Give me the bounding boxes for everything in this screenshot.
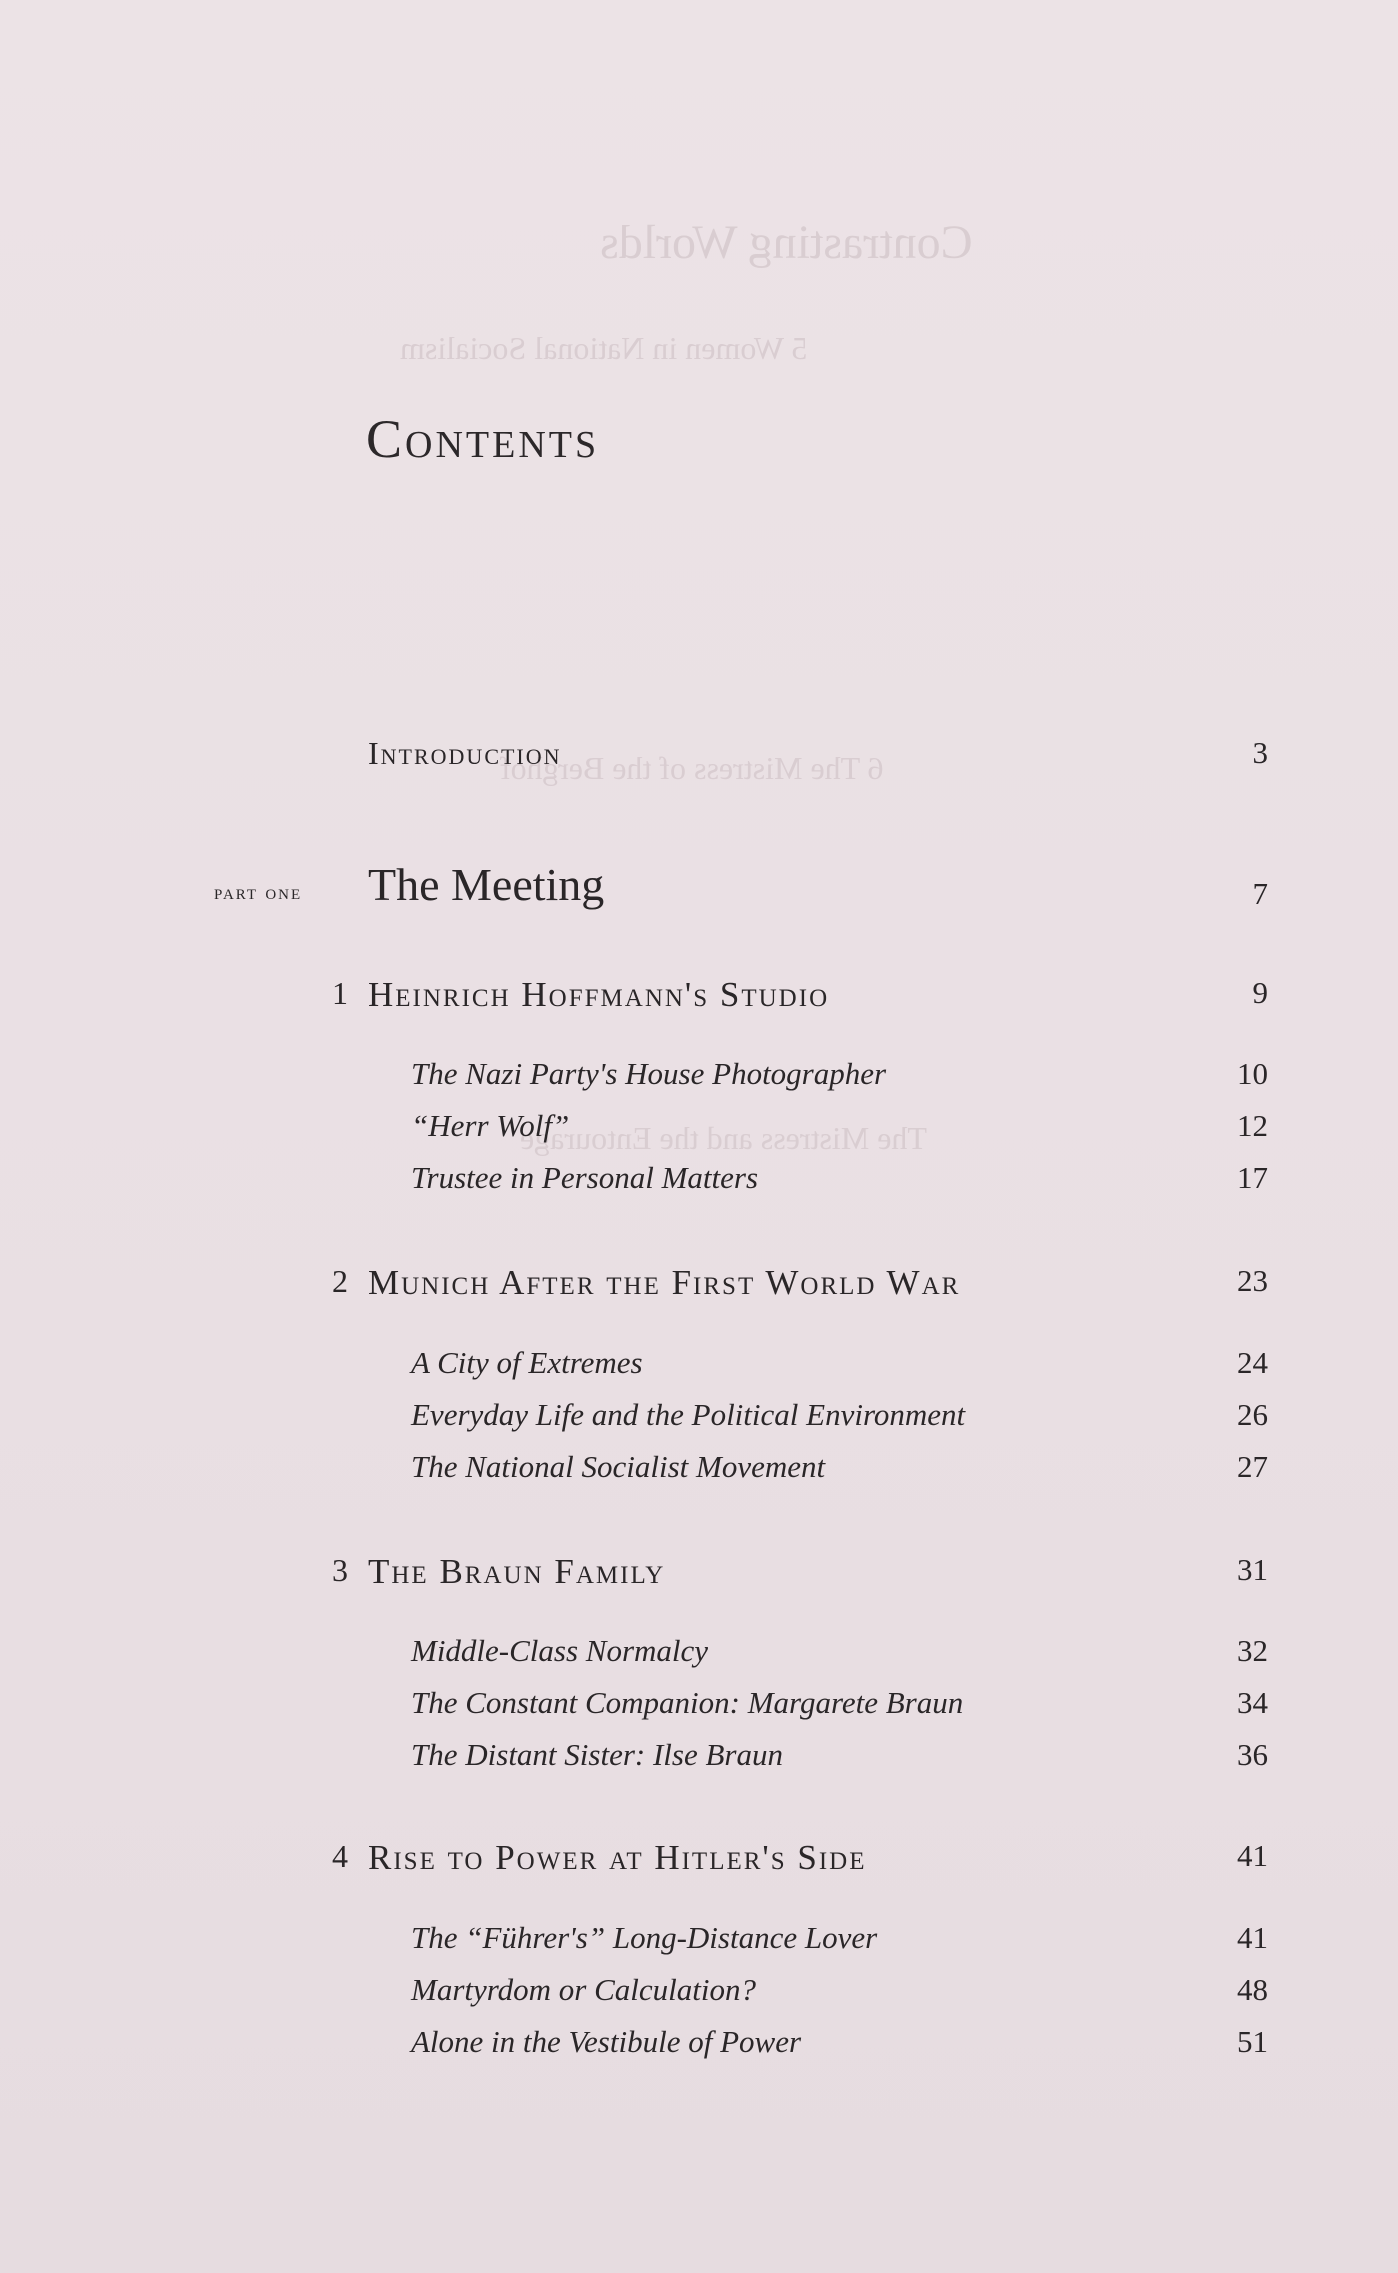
section-title: Everyday Life and the Political Environment: [411, 1397, 966, 1432]
toc-page-number: 41: [1237, 1920, 1268, 1955]
toc-page-number: 48: [1237, 1972, 1268, 2007]
section-title: The Distant Sister: Ilse Braun: [411, 1737, 783, 1772]
toc-section[interactable]: [0, 1449, 1398, 1509]
section-title: Trustee in Personal Matters: [411, 1160, 759, 1195]
contents-heading: Contents: [366, 409, 600, 469]
toc-section[interactable]: [0, 1345, 1398, 1405]
chapter-number: 2: [332, 1263, 348, 1299]
toc-section[interactable]: [0, 1685, 1398, 1745]
toc-section[interactable]: [0, 1056, 1398, 1116]
show-through-heading: Contrasting Worlds: [600, 216, 973, 269]
toc-page-number: 17: [1237, 1160, 1268, 1195]
toc-page-number: 34: [1237, 1685, 1268, 1720]
section-title: The Constant Companion: Margarete Braun: [411, 1685, 964, 1720]
toc-page-number: 51: [1237, 2024, 1268, 2059]
toc-section[interactable]: [0, 1920, 1398, 1980]
section-title: The Nazi Party's House Photographer: [411, 1056, 887, 1091]
section-title: The “Führer's” Long-Distance Lover: [411, 1920, 878, 1955]
toc-page-number: 27: [1237, 1449, 1268, 1484]
toc-page-number: 36: [1237, 1737, 1268, 1772]
toc-section[interactable]: [0, 1737, 1398, 1797]
part-label: part one: [214, 880, 303, 904]
toc-chapter-1[interactable]: [0, 975, 1398, 1035]
toc-entry-title: Introduction: [368, 735, 562, 771]
toc-section[interactable]: [0, 1633, 1398, 1693]
toc-page-number: 12: [1237, 1108, 1268, 1143]
chapter-number: 4: [332, 1838, 348, 1874]
chapter-title: Munich After the First World War: [368, 1263, 961, 1302]
toc-page-number: 32: [1237, 1633, 1268, 1668]
toc-page-number: 23: [1237, 1263, 1268, 1298]
section-title: The National Socialist Movement: [411, 1449, 826, 1484]
chapter-number: 1: [332, 975, 348, 1011]
section-title: Middle-Class Normalcy: [411, 1633, 709, 1668]
toc-page-number: 7: [1252, 876, 1268, 911]
section-title: A City of Extremes: [411, 1345, 643, 1380]
toc-page-number: 41: [1237, 1838, 1268, 1873]
toc-page-number: 26: [1237, 1397, 1268, 1432]
toc-page-number: 24: [1237, 1345, 1268, 1380]
toc-part-one[interactable]: [0, 858, 1398, 918]
toc-entry-introduction[interactable]: [0, 735, 1398, 795]
section-title: Martyrdom or Calculation?: [411, 1972, 757, 2007]
chapter-title: The Braun Family: [368, 1552, 666, 1591]
chapter-title: Rise to Power at Hitler's Side: [368, 1838, 867, 1877]
toc-page-number: 31: [1237, 1552, 1268, 1587]
toc-section[interactable]: [0, 1397, 1398, 1457]
show-through-line: 6 The Mistress of the Berghof: [500, 750, 884, 786]
chapter-title: Heinrich Hoffmann's Studio: [368, 975, 830, 1014]
toc-chapter-4[interactable]: [0, 1838, 1398, 1898]
chapter-number: 3: [332, 1552, 348, 1588]
toc-section[interactable]: [0, 2024, 1398, 2084]
show-through-line: 5 Women in National Socialism: [400, 330, 808, 366]
section-title: “Herr Wolf”: [411, 1108, 570, 1143]
toc-page-number: 3: [1252, 735, 1268, 770]
toc-section[interactable]: [0, 1108, 1398, 1168]
toc-page-number: 9: [1252, 975, 1268, 1010]
part-title: The Meeting: [368, 859, 605, 910]
toc-chapter-3[interactable]: [0, 1552, 1398, 1612]
toc-page-number: 10: [1237, 1056, 1268, 1091]
section-title: Alone in the Vestibule of Power: [411, 2024, 802, 2059]
toc-section[interactable]: [0, 1160, 1398, 1220]
toc-chapter-2[interactable]: [0, 1263, 1398, 1323]
toc-section[interactable]: [0, 1972, 1398, 2032]
show-through-line: The Mistress and the Entourage: [520, 1120, 927, 1156]
